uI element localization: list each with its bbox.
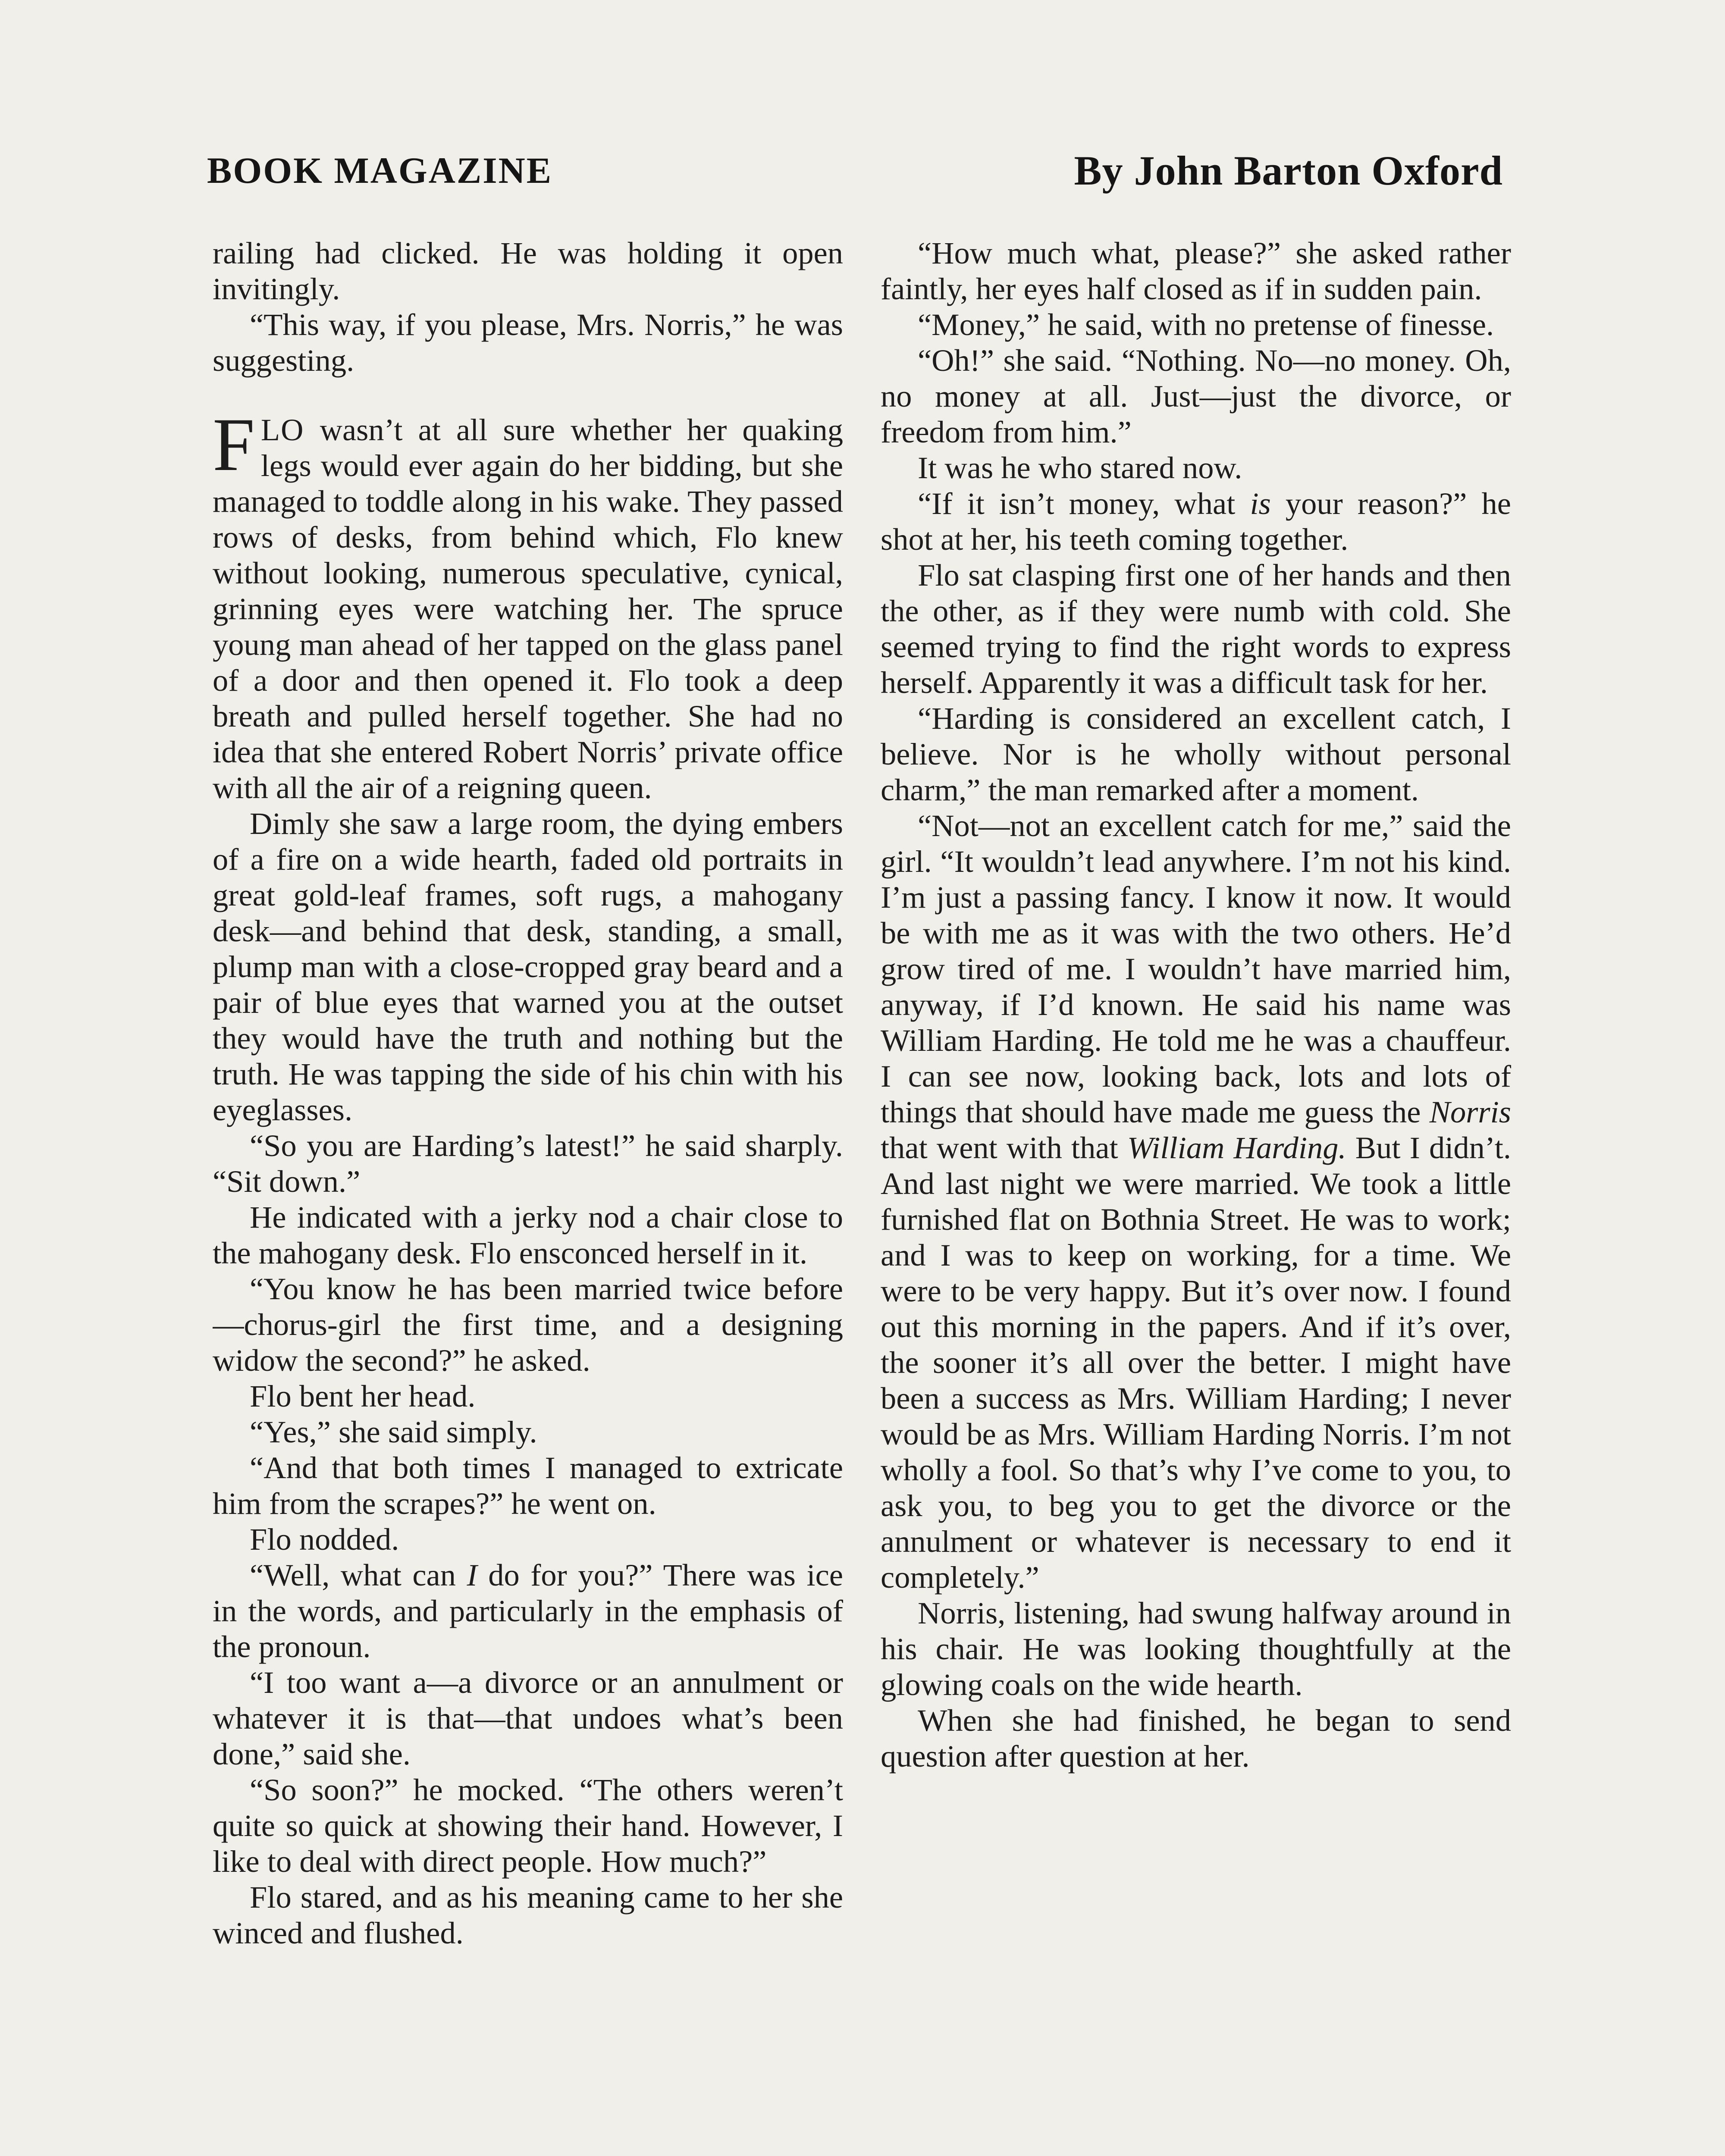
paragraph: Flo stared, and as his meaning came to her she winced and flushed. xyxy=(213,1880,843,1950)
section-opening-paragraph xyxy=(213,403,843,805)
paragraph: He indicated with a jerky nod a chair close to the mahogany desk. Flo ensconced herself in it. xyxy=(213,1200,843,1270)
lead-in: LO xyxy=(260,412,304,447)
text-run: “If it isn’t money, what xyxy=(918,486,1250,521)
paragraph: “You know he has been married twice before—chorus-girl the first time, and a designing widow the second?” he asked. xyxy=(213,1271,843,1378)
paragraph: Norris, listening, had swung halfway around in his chair. He was looking thoughtfully at the glowing coals on the wide hearth. xyxy=(881,1595,1511,1702)
running-head xyxy=(207,142,1503,198)
paragraph: railing had clicked. He was holding it open invitingly. xyxy=(213,235,843,306)
paragraph xyxy=(881,486,1511,557)
left-text-column xyxy=(213,235,843,2156)
text-run: that went with that xyxy=(881,1130,1127,1165)
paragraph: “Oh!” she said. “Nothing. No—no money. Oh, no money at all. Just—just the divorce, or freedom from him.” xyxy=(881,343,1511,449)
paragraph: It was he who stared now. xyxy=(918,450,1242,485)
paragraph: “This way, if you please, Mrs. Norris,” he was suggesting. xyxy=(213,307,843,378)
emphasis: is xyxy=(1250,486,1271,521)
paragraph: “I too want a—a divorce or an annulment or whatever it is that—that undoes what’s been done,” said she. xyxy=(213,1665,843,1771)
paragraph xyxy=(213,1557,843,1664)
text-run: your reason?” he shot at her, his teeth coming together. xyxy=(881,486,1511,557)
paragraph: Flo nodded. xyxy=(250,1522,399,1557)
paragraph: When she had finished, he began to send question after question at her. xyxy=(881,1703,1511,1774)
magazine-title: BOOK MAGAZINE xyxy=(207,150,553,191)
paragraph xyxy=(881,808,1511,1595)
author-byline: By John Barton Oxford xyxy=(1074,147,1503,194)
paragraph: Flo bent her head. xyxy=(250,1379,476,1413)
paragraph: Flo sat clasping first one of her hands and then the other, as if they were numb with cold. She seemed trying to find the right words to express herself. Apparently it was a difficult task for her. xyxy=(881,558,1511,700)
text-run: But I didn’t. And last night we were married. We took a little furnished flat on Bothnia Street. He was to work; and I was to keep on working, for a time. We were to be very happy. But it’s over now. I found out this morning in the papers. And if it’s over, the sooner it’s all over the better. I might have been a success as Mrs. William Harding; I never would be as Mrs. William Harding Norris. I’m not wholly a fool. So that’s why I’ve come to you, to ask you, to beg you to get the divorce or the annulment or whatever is necessary to end it completely.” xyxy=(881,1130,1511,1595)
paragraph: “So soon?” he mocked. “The others weren’t quite so quick at showing their hand. However, I like to deal with direct people. How much?” xyxy=(213,1772,843,1879)
paragraph: “And that both times I managed to extricate him from the scrapes?” he went on. xyxy=(213,1450,843,1521)
text-run: do for you?” There was ice in the words, and particularly in the emphasis of the pronoun. xyxy=(213,1557,843,1664)
paragraph-text: wasn’t at all sure whether her quaking legs would ever again do her bidding, but she managed to toddle along in his wake. They passed rows of desks, from behind which, Flo knew without looking, numerous speculative, cynical, grinning eyes were watching her. The spruce young man ahead of her tapped on the glass panel of a door and then opened it. Flo took a deep breath and pulled herself together. She had no idea that she entered Robert Norris’ private office with all the air of a reigning queen. xyxy=(213,412,843,805)
drop-cap: F xyxy=(213,403,255,487)
emphasis: William Harding. xyxy=(1127,1130,1346,1165)
text-run: “Well, what can xyxy=(250,1557,467,1592)
emphasis: Norris xyxy=(1429,1094,1511,1129)
paragraph: Dimly she saw a large room, the dying embers of a fire on a wide hearth, faded old portraits in great gold-leaf frames, soft rugs, a mahogany desk—and behind that desk, standing, a small, plump man with a close-cropped gray beard and a pair of blue eyes that warned you at the outset they would have the truth and nothing but the truth. He was tapping the side of his chin with his eyeglasses. xyxy=(213,806,843,1127)
paragraph: “Yes,” she said simply. xyxy=(250,1414,537,1449)
text-run: “Not—not an excellent catch for me,” said the girl. “It wouldn’t lead anywhere. I’m not his kind. I’m just a passing fancy. I know it now. It would be with me as it was with the two others. He’d grow tired of me. I wouldn’t have married him, anyway, if I’d known. He said his name was William Harding. He told me he was a chauffeur. I can see now, looking back, lots and lots of things that should have made me guess the xyxy=(881,808,1511,1129)
paragraph: “Money,” he said, with no pretense of finesse. xyxy=(918,307,1494,342)
paragraph: “So you are Harding’s latest!” he said sharply. “Sit down.” xyxy=(213,1128,843,1199)
paragraph: “How much what, please?” she asked rather faintly, her eyes half closed as if in sudden pain. xyxy=(881,235,1511,306)
paragraph: “Harding is considered an excellent catch, I believe. Nor is he wholly without personal charm,” the man remarked after a moment. xyxy=(881,701,1511,807)
emphasis: I xyxy=(467,1557,477,1592)
right-text-column xyxy=(881,235,1511,2156)
